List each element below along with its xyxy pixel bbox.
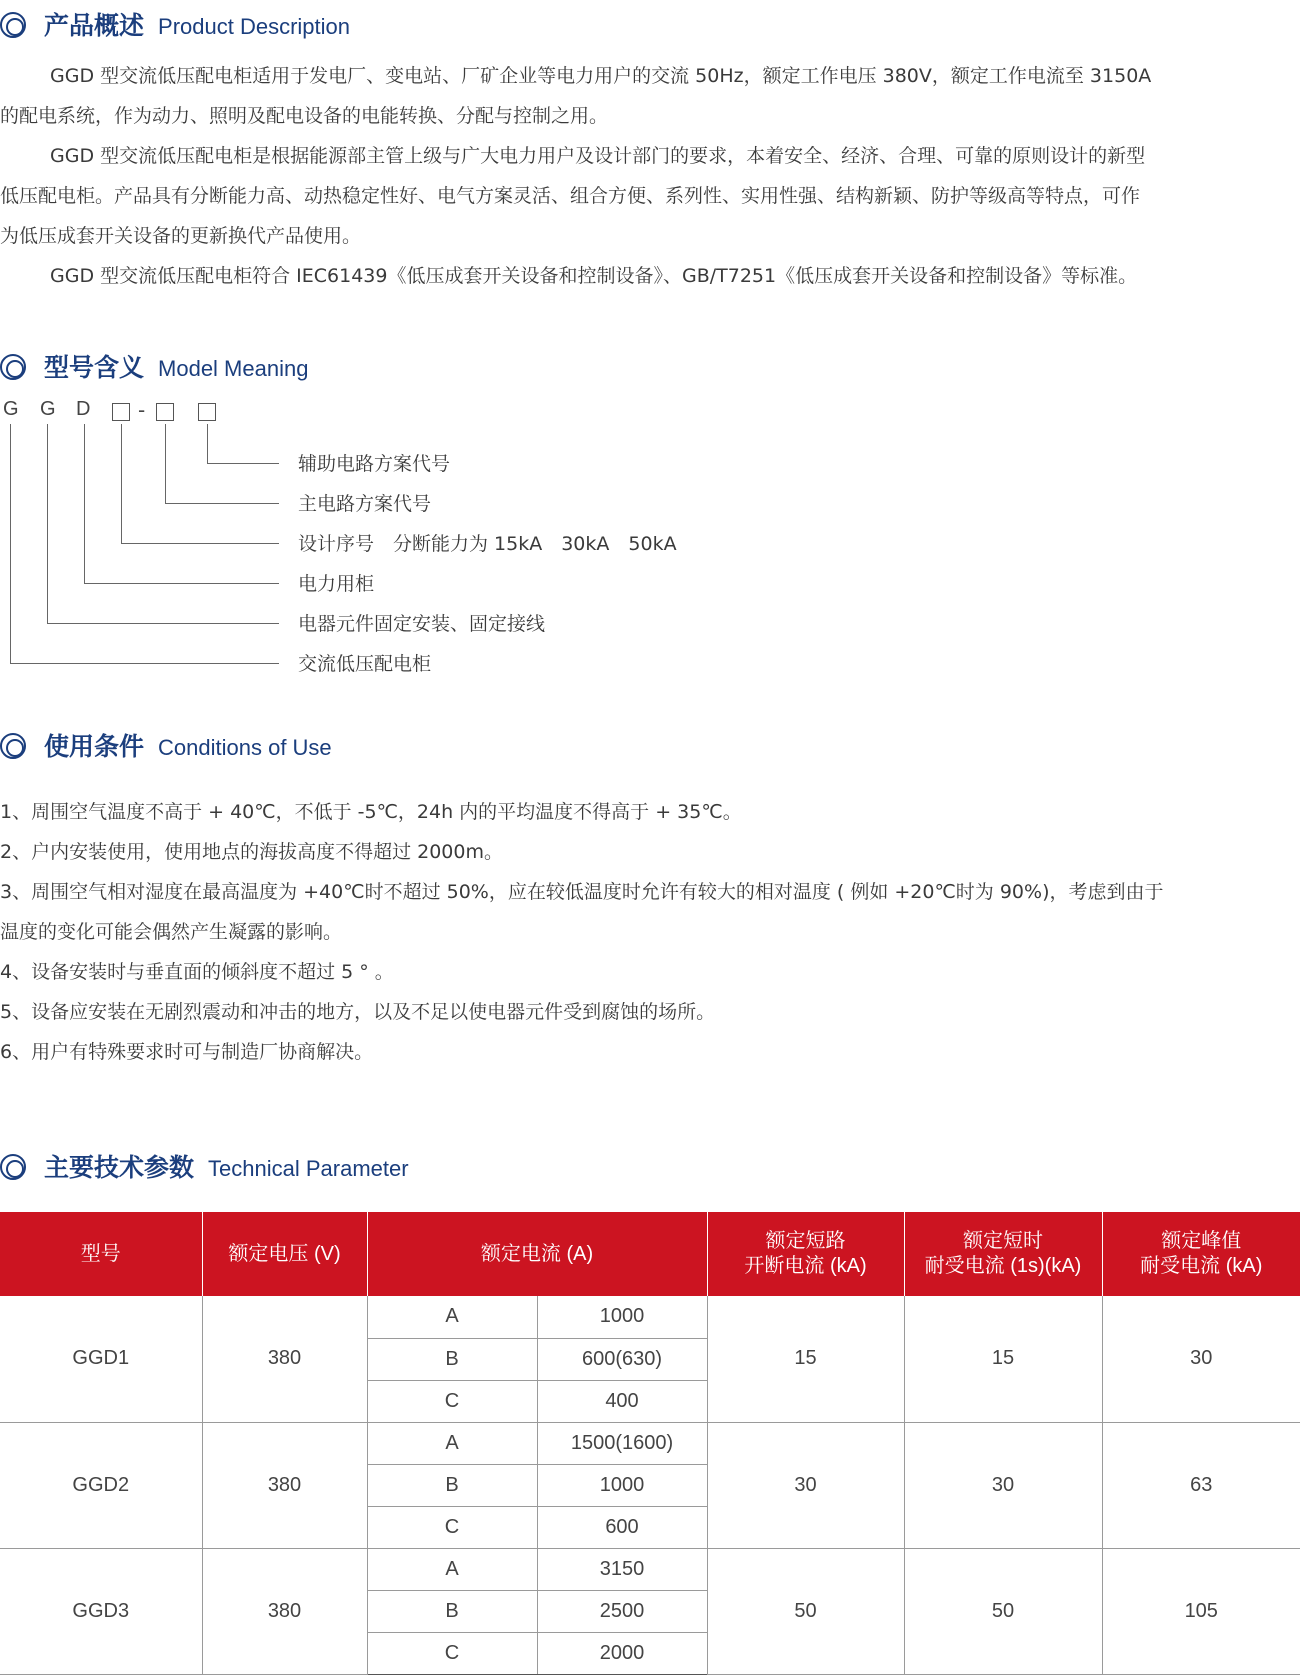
header-line: 开断电流 (kA) — [744, 1255, 867, 1277]
cell-voltage: 380 — [202, 1548, 367, 1674]
cell-model: GGD3 — [0, 1548, 202, 1674]
model-label-power: 电力用柜 — [298, 573, 375, 595]
cell-current: 2000 — [537, 1632, 707, 1674]
cell-grade: A — [367, 1296, 537, 1338]
connector-line — [207, 463, 279, 464]
cell-grade: C — [367, 1632, 537, 1674]
text-line: 为低压成套开关设备的更新换代产品使用。 — [0, 225, 362, 247]
cell-current: 600(630) — [537, 1338, 707, 1380]
cell-current: 2500 — [537, 1590, 707, 1632]
section-heading-model — [0, 348, 308, 384]
double-circle-icon — [0, 354, 26, 380]
cell-peak: 105 — [1102, 1548, 1300, 1674]
model-letter-g1: G — [3, 398, 19, 420]
table-row — [0, 1296, 1300, 1338]
section-heading-product — [0, 6, 350, 42]
heading-cn: 使用条件 — [44, 732, 145, 761]
cell-current: 400 — [537, 1380, 707, 1422]
cell-short: 30 — [904, 1422, 1102, 1548]
connector-line — [47, 424, 48, 624]
model-box-aux-circuit — [198, 403, 216, 421]
text-line: 的配电系统，作为动力、照明及配电设备的电能转换、分配与控制之用。 — [0, 105, 609, 127]
condition-item-2: 2、户内安装使用，使用地点的海拔高度不得超过 2000m。 — [0, 841, 503, 863]
model-label-ac: 交流低压配电柜 — [298, 653, 432, 675]
cell-voltage: 380 — [202, 1422, 367, 1548]
header-voltage: 额定电压 (V) — [202, 1212, 367, 1296]
condition-item-6: 6、用户有特殊要求时可与制造厂协商解决。 — [0, 1041, 374, 1063]
double-circle-icon — [0, 12, 26, 38]
header-line: 额定峰值 — [1161, 1230, 1242, 1252]
cell-peak: 30 — [1102, 1296, 1300, 1422]
condition-item-3-cont: 温度的变化可能会偶然产生凝露的影响。 — [0, 921, 343, 943]
heading-cn: 主要技术参数 — [44, 1153, 195, 1182]
model-label-main: 主电路方案代号 — [298, 493, 432, 515]
cell-current: 1000 — [537, 1464, 707, 1506]
cell-break: 50 — [707, 1548, 904, 1674]
description-paragraph-1 — [0, 56, 1300, 136]
text-line: GGD 型交流低压配电柜适用于发电厂、变电站、厂矿企业等电力用户的交流 50Hz，额定工作电压 380V，额定工作电流至 3150A — [50, 65, 1152, 87]
table-header-row — [0, 1212, 1300, 1296]
header-line: 耐受电流 (1s)(kA) — [924, 1255, 1082, 1277]
cell-grade: A — [367, 1422, 537, 1464]
header-line: 额定短时 — [963, 1230, 1043, 1252]
section-heading-conditions — [0, 727, 332, 763]
header-line: 耐受电流 (kA) — [1140, 1255, 1263, 1277]
cell-short: 50 — [904, 1548, 1102, 1674]
cell-model: GGD2 — [0, 1422, 202, 1548]
heading-en: Technical Parameter — [208, 1156, 409, 1181]
condition-item-3: 3、周围空气相对湿度在最高温度为 +40℃时不超过 50%，应在较低温度时允许有较大的相对温度 ( 例如 +20℃时为 90%)，考虑到由于 — [0, 881, 1164, 903]
heading-cn: 型号含义 — [44, 353, 145, 382]
connector-line — [121, 543, 279, 544]
cell-grade: A — [367, 1548, 537, 1590]
condition-item-4: 4、设备安装时与垂直面的倾斜度不超过 5 ° 。 — [0, 961, 394, 983]
connector-line — [10, 424, 11, 664]
heading-en: Product Description — [158, 14, 350, 39]
cell-current: 1500(1600) — [537, 1422, 707, 1464]
cell-break: 15 — [707, 1296, 904, 1422]
connector-line — [47, 623, 279, 624]
cell-short: 15 — [904, 1296, 1102, 1422]
section-heading-tech — [0, 1148, 409, 1184]
model-box-design-number — [112, 403, 130, 421]
header-model: 型号 — [0, 1212, 202, 1296]
heading-en: Model Meaning — [158, 356, 309, 381]
description-paragraph-2 — [0, 136, 1300, 256]
text-line: GGD 型交流低压配电柜是根据能源部主管上级与广大电力用户及设计部门的要求，本着安全、经济、合理、可靠的原则设计的新型 — [50, 145, 1146, 167]
description-paragraph-3 — [0, 256, 1300, 296]
model-label-fixed: 电器元件固定安装、固定接线 — [298, 613, 546, 635]
model-meaning-diagram — [0, 398, 760, 688]
cell-current: 1000 — [537, 1296, 707, 1338]
header-current: 额定电流 (A) — [367, 1212, 707, 1296]
connector-line — [165, 424, 166, 504]
header-short-break — [707, 1212, 904, 1296]
double-circle-icon — [0, 733, 26, 759]
cell-grade: C — [367, 1380, 537, 1422]
model-label-aux: 辅助电路方案代号 — [298, 453, 451, 475]
cell-voltage: 380 — [202, 1296, 367, 1422]
model-letter-d: D — [76, 398, 91, 420]
cell-break: 30 — [707, 1422, 904, 1548]
cell-grade: B — [367, 1590, 537, 1632]
table-row — [0, 1548, 1300, 1590]
text-line: 低压配电柜。产品具有分断能力高、动热稳定性好、电气方案灵活、组合方便、系列性、实用性强、结构新颖、防护等级高等特点，可作 — [0, 185, 1141, 207]
connector-line — [207, 424, 208, 464]
table-row — [0, 1422, 1300, 1464]
header-line: 额定短路 — [765, 1230, 846, 1252]
technical-parameter-table — [0, 1212, 1300, 1675]
cell-grade: B — [367, 1338, 537, 1380]
model-letter-g2: G — [40, 398, 56, 420]
model-box-main-circuit — [156, 403, 174, 421]
model-label-design: 设计序号 分断能力为 15kA 30kA 50kA — [298, 533, 677, 555]
cell-grade: B — [367, 1464, 537, 1506]
connector-line — [121, 424, 122, 544]
connector-line — [165, 503, 279, 504]
double-circle-icon — [0, 1154, 26, 1180]
connector-line — [84, 424, 85, 584]
text-line: GGD 型交流低压配电柜符合 IEC61439《低压成套开关设备和控制设备》、GB/T7251《低压成套开关设备和控制设备》等标准。 — [50, 265, 1138, 287]
heading-en: Conditions of Use — [158, 735, 332, 760]
cell-current: 600 — [537, 1506, 707, 1548]
condition-item-1: 1、周围空气温度不高于 + 40℃，不低于 -5℃，24h 内的平均温度不得高于 + 35℃。 — [0, 801, 742, 823]
heading-cn: 产品概述 — [44, 11, 145, 40]
cell-grade: C — [367, 1506, 537, 1548]
condition-item-5: 5、设备应安装在无剧烈震动和冲击的地方，以及不足以使电器元件受到腐蚀的场所。 — [0, 1001, 716, 1023]
cell-current: 3150 — [537, 1548, 707, 1590]
connector-line — [10, 663, 279, 664]
cell-model: GGD1 — [0, 1296, 202, 1422]
model-dash: - — [138, 398, 146, 422]
header-short-time — [904, 1212, 1102, 1296]
cell-peak: 63 — [1102, 1422, 1300, 1548]
connector-line — [84, 583, 279, 584]
header-peak — [1102, 1212, 1300, 1296]
